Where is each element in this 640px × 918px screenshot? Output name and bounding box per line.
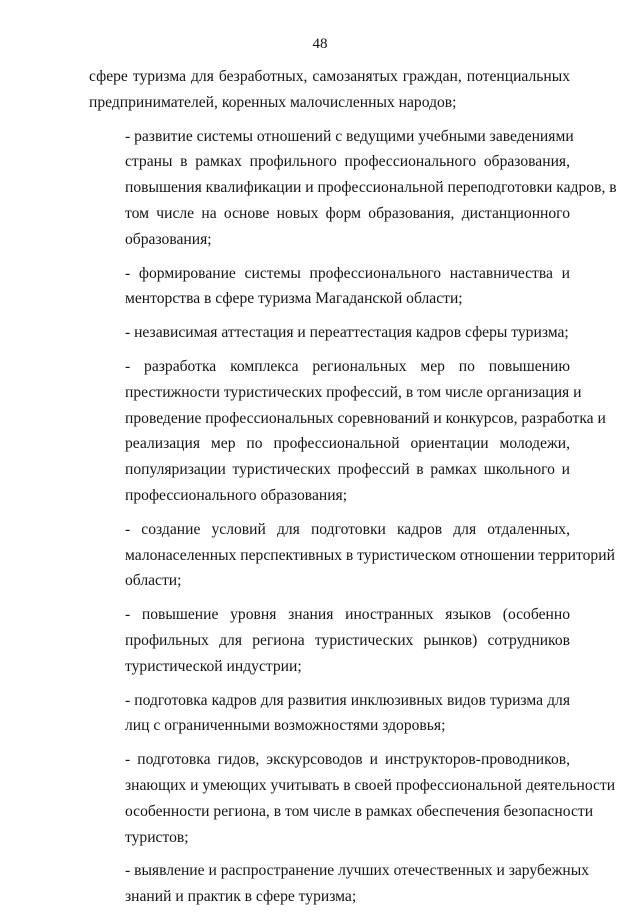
text-line: сфере туризма для безработных, самозанятых граждан, потенциальных — [89, 68, 570, 85]
text-line: популяризации туристических профессий в рамках школьного и — [125, 461, 570, 479]
text-line: - развитие системы отношений с ведущими учебными заведениями — [125, 127, 574, 145]
text-line: - независимая аттестация и переаттестация кадров сферы туризма; — [125, 324, 569, 342]
text-line: реализация мер по профессиональной ориентации молодежи, — [125, 435, 570, 453]
paragraph — [89, 320, 570, 346]
text-line: лиц с ограниченными возможностями здоровья; — [125, 717, 446, 735]
text-line: профессионального образования; — [125, 486, 348, 504]
text-line: профильных для региона туристических рынков) сотрудников — [125, 631, 570, 649]
text-line: знающих и умеющих учитывать в своей профессиональной деятельности — [125, 776, 616, 794]
text-line: - подготовка гидов, экскурсоводов и инструкторов-проводников, — [125, 751, 570, 769]
text-line: - подготовка кадров для развития инклюзивных видов туризма для — [125, 691, 570, 709]
text-line: проведение профессиональных соревнований и конкурсов, разработка и — [125, 409, 606, 427]
text-line: особенности региона, в том числе в рамках обеспечения безопасности — [125, 802, 594, 820]
text-line: туристов; — [125, 828, 189, 846]
text-line: предпринимателей, коренных малочисленных народов; — [89, 93, 457, 111]
text-line: малонаселенных перспективных в туристическом отношении территорий — [125, 546, 615, 564]
page-number: 48 — [312, 36, 328, 52]
text-line: знаний и практик в сфере туризма; — [125, 888, 357, 906]
text-line: менторства в сфере туризма Магаданской области; — [125, 290, 463, 308]
text-line: туристической индустрии; — [125, 657, 302, 675]
text-line: - выявление и распространение лучших отечественных и зарубежных — [125, 862, 590, 880]
paragraph — [89, 858, 590, 910]
text-line: образования; — [125, 230, 212, 248]
text-line: области; — [125, 572, 182, 590]
paragraph — [89, 124, 617, 253]
paragraph — [89, 517, 615, 594]
text-line: повышения квалификации и профессиональной переподготовки кадров, в — [125, 179, 617, 197]
paragraph — [89, 602, 570, 679]
text-line: престижности туристических профессий, в том числе организация и — [125, 383, 582, 401]
paragraph — [89, 747, 616, 850]
paragraph — [89, 354, 606, 509]
text-line: - формирование системы профессионального наставничества и — [125, 264, 570, 282]
paragraph — [89, 64, 570, 116]
paragraph — [89, 261, 570, 313]
text-line: - повышение уровня знания иностранных языков (особенно — [125, 606, 570, 624]
text-line: - создание условий для подготовки кадров для отдаленных, — [125, 520, 570, 538]
text-line: страны в рамках профильного профессионального образования, — [125, 153, 570, 171]
document-body — [89, 64, 617, 918]
paragraph — [89, 688, 570, 740]
text-line: - разработка комплекса региональных мер по повышению — [125, 357, 570, 375]
text-line: том числе на основе новых форм образования, дистанционного — [125, 204, 570, 222]
